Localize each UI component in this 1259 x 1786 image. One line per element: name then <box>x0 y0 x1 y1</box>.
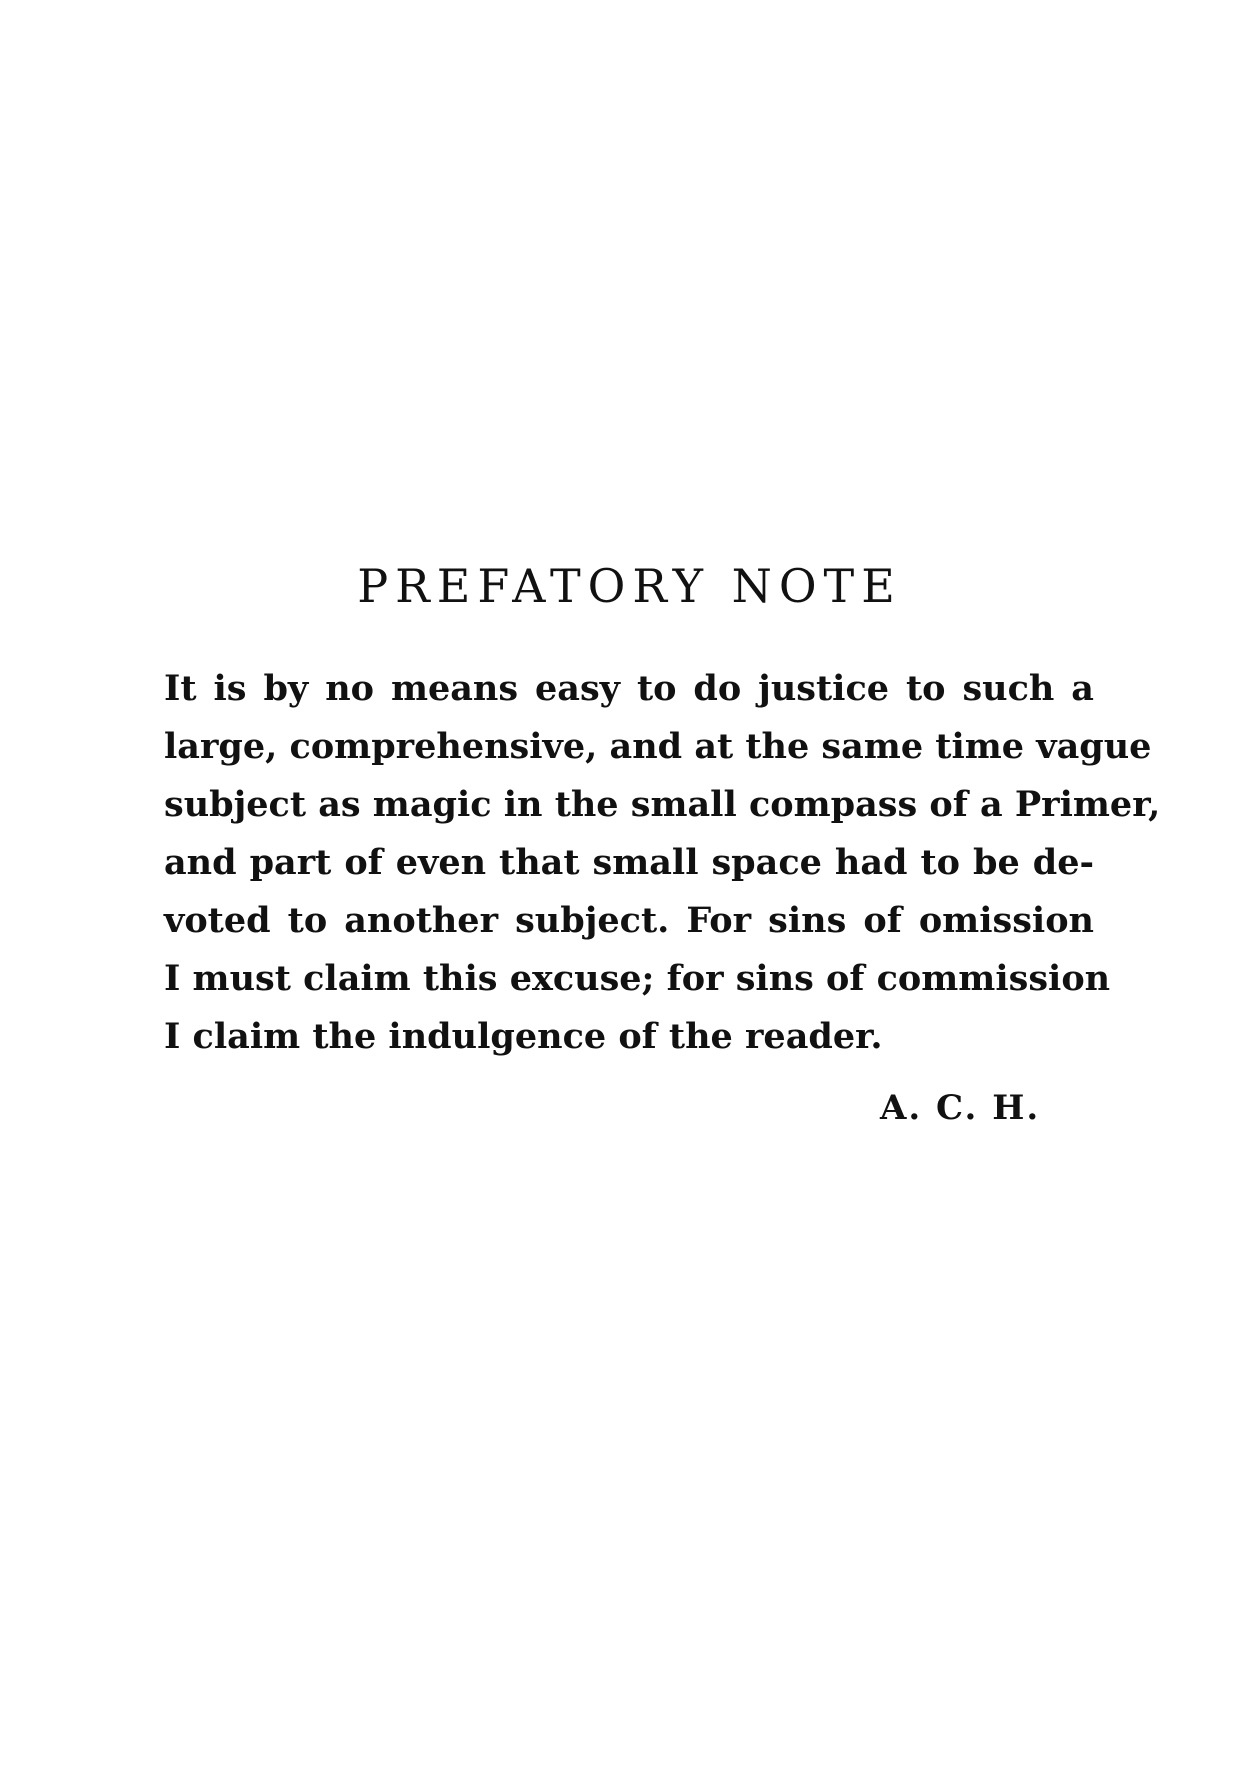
prefatory-paragraph <box>164 660 1161 1066</box>
paragraph-line: and part of even that small space had to be de- <box>164 842 1094 883</box>
author-initials: A. C. H. <box>880 1088 1041 1128</box>
page-title: PREFATORY NOTE <box>357 559 902 613</box>
paragraph-line: voted to another subject. For sins of omission <box>164 900 1094 941</box>
paragraph-line: I claim the indulgence of the reader. <box>164 1016 883 1057</box>
paragraph-line: subject as magic in the small compass of a Primer, <box>164 784 1161 825</box>
paragraph-line: I must claim this excuse; for sins of commission <box>164 958 1111 999</box>
paragraph-line: large, comprehensive, and at the same time vague <box>164 726 1152 767</box>
paragraph-line: It is by no means easy to do justice to such a <box>164 668 1094 709</box>
